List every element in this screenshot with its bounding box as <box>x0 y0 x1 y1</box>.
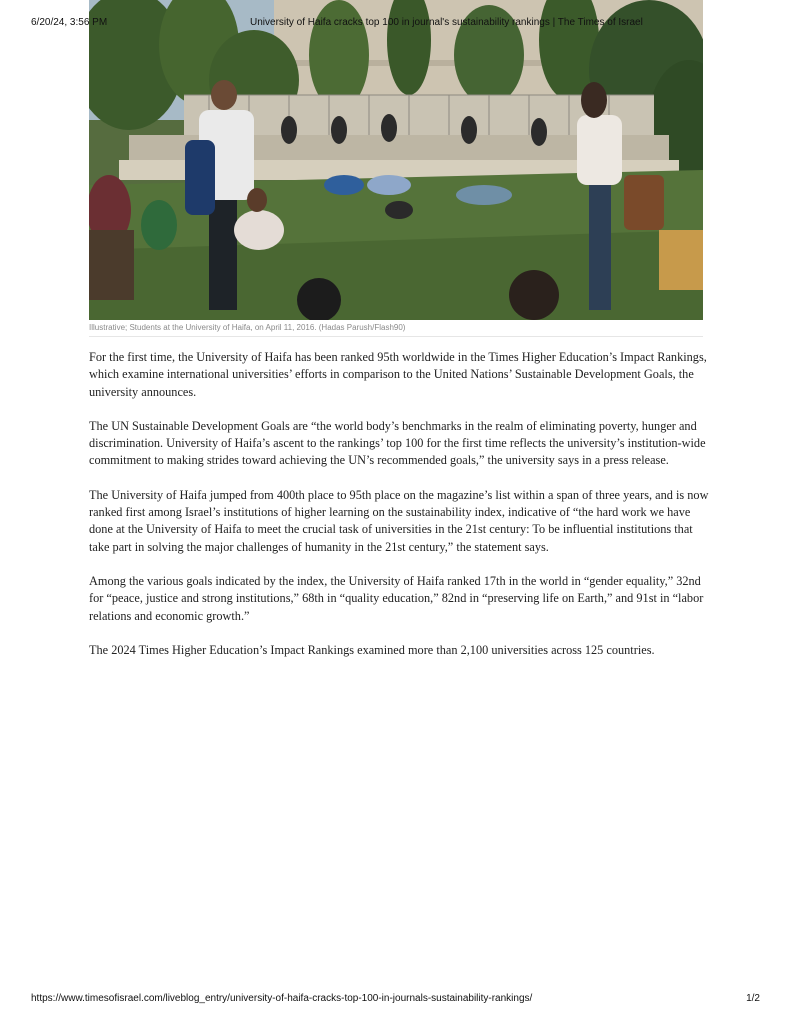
print-page-title: University of Haifa cracks top 100 in journal's sustainability rankings | The Times of Israel <box>250 17 643 28</box>
article-paragraph: Among the various goals indicated by the index, the University of Haifa ranked 17th in the world in “gender equality,” 32nd for “peace, justice and strong institutions,” 68th in “quality education,” 82nd in “preserving life on Earth,” and 91st in “labor relations and economic growth.” <box>89 573 704 623</box>
print-date: 6/20/24, 3:56 PM <box>31 17 108 28</box>
print-footer <box>0 993 791 1007</box>
article-paragraph: The University of Haifa jumped from 400th place to 95th place on the magazine’s list within a span of three years, and is now ranked first among Israel’s institutions of higher learning on the sustainability index, indicative of “the hard work we have done at the University of Haifa to meet the crucial task of universities in the 21st century: To be influential institutions that take part in solving the major challenges of humanity in the 21st century,” the statement says. <box>89 487 709 554</box>
article-paragraph: For the first time, the University of Haifa has been ranked 95th worldwide in the Times Higher Education’s Impact Rankings, which examine international universities’ efforts in comparison to the United Nations’ Sustainable Development Goals, the university announces. <box>89 350 707 399</box>
article-paragraph: The 2024 Times Higher Education’s Impact Rankings examined more than 2,100 universities across 125 countries. <box>89 642 655 657</box>
article-photo <box>89 0 703 320</box>
article-body <box>89 349 709 676</box>
print-page-number: 1/2 <box>746 993 760 1004</box>
photo-caption: Illustrative; Students at the University of Haifa, on April 11, 2016. (Hadas Parush/Flash90) <box>89 323 703 337</box>
print-header <box>0 17 791 31</box>
article-paragraph: The UN Sustainable Development Goals are “the world body’s benchmarks in the realm of eliminating poverty, hunger and discrimination. University of Haifa’s ascent to the rankings’ top 100 for the first time reflects the university’s institution-wide commitment to making strides toward achieving the UN’s recommended goals,” the university says in a press release. <box>89 418 706 468</box>
print-url: https://www.timesofisrael.com/liveblog_entry/university-of-haifa-cracks-top-100-in-journals-sustainability-rankings/ <box>31 993 533 1004</box>
